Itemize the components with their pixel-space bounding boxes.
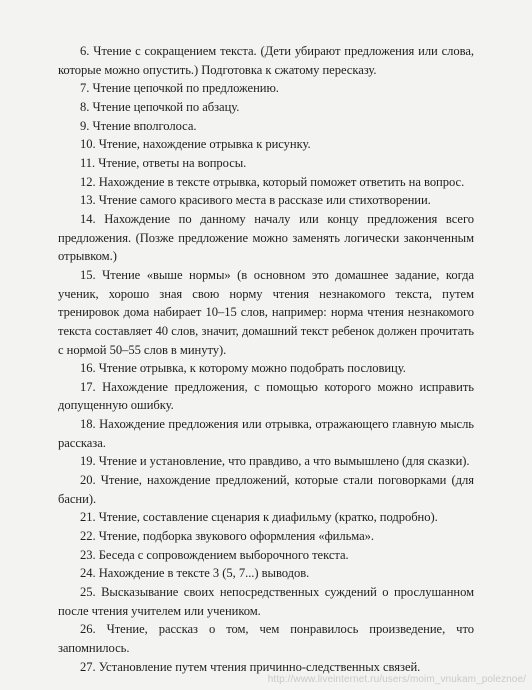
- list-item-12: 12. Нахождение в тексте отрывка, который поможет ответить на вопрос.: [80, 174, 465, 189]
- list-item-15: 15. Чтение «выше нормы» (в основном это домашнее задание, когда ученик, хорошо зная свою норму чтения незнакомого текста, путем тренировок дома набирает 10–15 слов, например: норма чтения незнакомого текста составляет 40 слов, значит, домашний текст ребенок должен прочитать с нормой 50–55 слов в минуту).: [58, 267, 474, 357]
- list-item-13: 13. Чтение самого красивого места в рассказе или стихотворении.: [80, 193, 431, 208]
- list-item-9: 9. Чтение вполголоса.: [80, 118, 197, 133]
- list-item-19: 19. Чтение и установление, что правдиво, а что вымышлено (для сказки).: [80, 454, 470, 469]
- list-item-6: 6. Чтение с сокращением текста. (Дети убирают предложения или слова, которые можно опустить.) Подготовка к сжатому пересказу.: [58, 44, 474, 77]
- list-item-20: 20. Чтение, нахождение предложений, которые стали поговорками (для басни).: [58, 473, 474, 506]
- list-item-23: 23. Беседа с сопровождением выборочного текста.: [80, 547, 349, 562]
- list-item-25: 25. Высказывание своих непосредственных суждений о прослушанном после чтения учителем или учеником.: [58, 585, 474, 618]
- list-item-11: 11. Чтение, ответы на вопросы.: [80, 155, 247, 170]
- list-item-27: 27. Установление путем чтения причинно-следственных связей.: [80, 659, 421, 674]
- list-item-17: 17. Нахождение предложения, с помощью которого можно исправить допущенную ошибку.: [58, 379, 474, 413]
- list-item-22: 22. Чтение, подборка звукового оформления «фильма».: [80, 529, 375, 544]
- list-item-16: 16. Чтение отрывка, к которому можно подобрать пословицу.: [80, 361, 406, 376]
- list-item-8: 8. Чтение цепочкой по абзацу.: [80, 99, 240, 114]
- list-item-7: 7. Чтение цепочкой по предложению.: [80, 81, 279, 96]
- list-item-24: 24. Нахождение в тексте 3 (5, 7...) выводов.: [80, 566, 310, 581]
- list-item-18: 18. Нахождение предложения или отрывка, отражающего главную мысль рассказа.: [58, 417, 474, 450]
- list-item-14: 14. Нахождение по данному началу или концу предложения всего предложения. (Позже предложение можно заменять логически законченным отрывком.): [58, 211, 474, 264]
- list-item-21: 21. Чтение, составление сценария к диафильму (кратко, подробно).: [80, 510, 438, 525]
- document-body: [58, 42, 474, 676]
- list-item-10: 10. Чтение, нахождение отрывка к рисунку.: [80, 137, 311, 152]
- list-item-26: 26. Чтение, рассказ о том, чем понравилось произведение, что запомнилось.: [58, 622, 474, 655]
- watermark-url: http://www.liveinternet.ru/users/moim_vnukam_poleznoe/: [267, 674, 526, 685]
